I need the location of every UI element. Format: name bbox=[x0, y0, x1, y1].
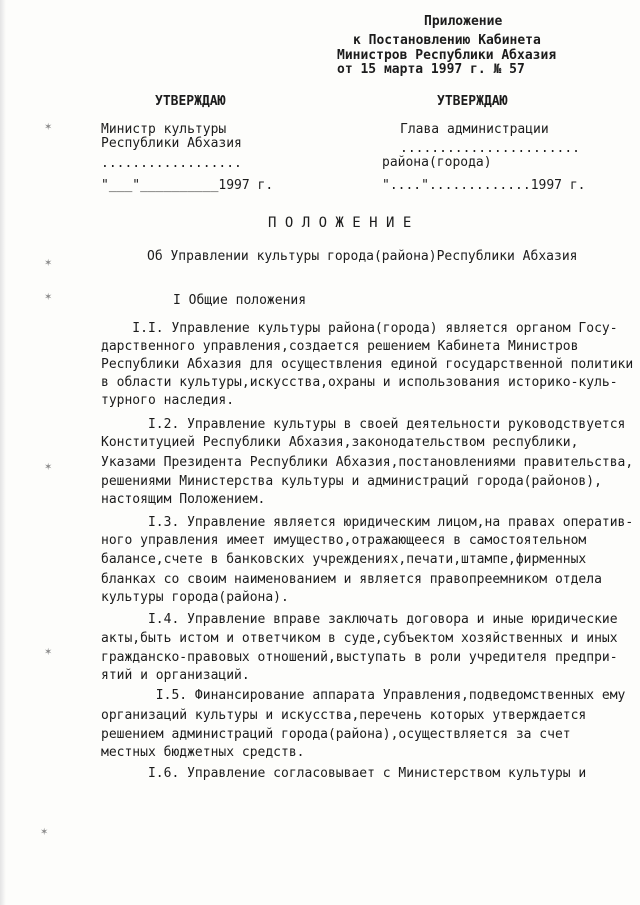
approve-left-line-2: Республики Абхазия bbox=[101, 136, 242, 151]
approve-left-dots: .................. bbox=[101, 156, 242, 171]
scan-edge-shadow bbox=[0, 0, 6, 905]
body-line: культуры города(района). bbox=[101, 590, 289, 605]
approve-right-line-1: Глава администрации bbox=[400, 122, 549, 137]
body-line: балансе,счете в банковских учреждениях,печати,штампе,фирменных bbox=[101, 552, 587, 567]
header-line-4: от 15 марта 1997 г. № 57 bbox=[337, 62, 525, 77]
body-line: Республики Абхазия для осуществления единой государственной политики bbox=[101, 357, 634, 372]
body-line: настоящим Положением. bbox=[101, 492, 266, 507]
scan-artifact: ✶ bbox=[44, 258, 53, 269]
body-line: ятий и организаций. bbox=[101, 668, 250, 683]
section-heading: I Общие положения bbox=[173, 293, 307, 308]
body-line: бланках со своим наименованием и является правопреемником отдела bbox=[101, 572, 602, 587]
header-line-3: Министров Республики Абхазия bbox=[337, 48, 557, 63]
body-line: I.I. Управление культуры района(города) является органом Госу- bbox=[101, 321, 618, 336]
body-line: ного управления имеет имущество,отражающееся в самостоятельном bbox=[101, 533, 587, 548]
body-line: решением администраций города(района),осуществляется за счет bbox=[101, 727, 571, 742]
approve-left-title: УТВЕРЖДАЮ bbox=[155, 94, 226, 109]
approve-right-line-2: района(города) bbox=[382, 155, 492, 170]
scan-artifact: ✶ bbox=[44, 462, 53, 473]
approve-right-dots: ....................... bbox=[400, 141, 581, 156]
document-subtitle: Об Управлении культуры города(района)Республики Абхазия bbox=[147, 249, 578, 264]
body-line: организаций культуры и искусства,перечень которых утверждается bbox=[101, 708, 587, 723]
body-line: гражданско-правовых отношений,выступать в роли учредителя предпри- bbox=[101, 650, 618, 665]
scan-artifact: ✶ bbox=[44, 122, 53, 133]
scan-artifact: ✶ bbox=[40, 827, 49, 838]
scan-artifact: ✶ bbox=[44, 647, 53, 658]
scan-artifact: ✶ bbox=[44, 292, 53, 303]
body-line: решениями Министерства культуры и администраций города(районов), bbox=[101, 474, 602, 489]
body-line: в области культуры,искусства,охраны и использования историко-куль- bbox=[101, 375, 618, 390]
body-line: I.5. Финансирование аппарата Управления,подведомственных ему bbox=[101, 688, 626, 703]
body-line: I.4. Управление вправе заключать договора и иные юридические bbox=[101, 612, 618, 627]
body-line: I.6. Управление согласовывает с Министерством культуры и bbox=[101, 766, 587, 781]
body-line: I.2. Управление культуры в своей деятельности руководствуется bbox=[101, 417, 626, 432]
body-line: I.3. Управление является юридическим лицом,на правах оператив- bbox=[101, 515, 634, 530]
body-line: местных бюджетных средств. bbox=[101, 745, 305, 760]
document-title: П О Л О Ж Е Н И Е bbox=[268, 215, 412, 231]
body-line: акты,быть истом и ответчиком в суде,субъектом хозяйственных и иных bbox=[101, 631, 618, 646]
approve-left-line-1: Министр культуры bbox=[101, 122, 227, 137]
body-line: Конституцией Республики Абхазия,законодательством республики, bbox=[101, 435, 579, 450]
approve-left-date: "___"__________1997 г. bbox=[101, 178, 274, 193]
header-line-1: Приложение bbox=[424, 14, 503, 29]
approve-right-title: УТВЕРЖДАЮ bbox=[437, 94, 508, 109]
body-line: дарственного управления,создается решением Кабинета Министров bbox=[101, 339, 579, 354]
body-line: турного наследия. bbox=[101, 393, 235, 408]
approve-right-date: "....".............1997 г. bbox=[382, 178, 586, 193]
header-line-2: к Постановлению Кабинета bbox=[353, 33, 541, 48]
body-line: Указами Президента Республики Абхазия,постановлениями правительства, bbox=[101, 455, 634, 470]
